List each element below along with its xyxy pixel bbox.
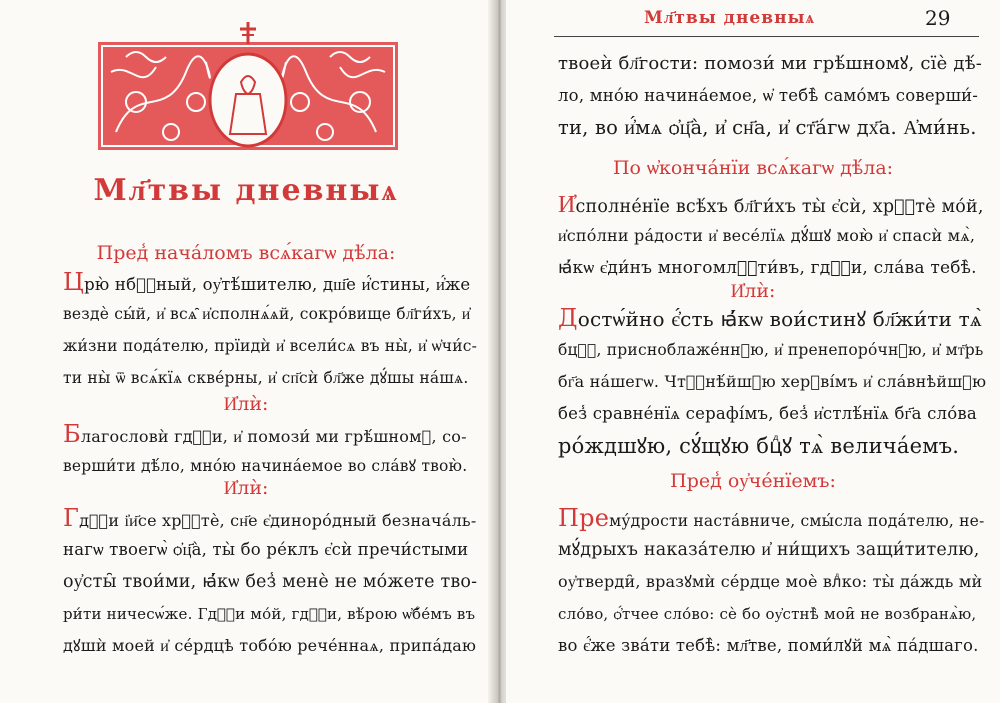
initial-letter: Д	[558, 304, 578, 332]
text-line: оу҆тверди̑, вразꙋмѝ се́рдце моѐ влⷣко: ты̀ да́ждь мѝ	[558, 572, 983, 591]
text-line-content: рю̀ нбⷭ҇ный, оу҆тѣ́шителю, дш҃е и҆́стины, и҆́же	[84, 275, 471, 294]
heading-before-work: Пред̾ нача́ломъ всѧ́кагѡ дѣ́ла:	[96, 242, 396, 264]
text-line	[63, 420, 467, 451]
initial-letter: И҆	[558, 190, 576, 218]
text-line: без̾ сравне́нїѧ серафі́мъ, без̾ и҆стлѣ́нїѧ бг҃а сло́ва	[558, 404, 977, 423]
text-line: сло́во, ѻ҆́тчее сло́во: сѐ бо оу҆стнѣ̀ мои̑ не возбранѧ̀ю,	[558, 605, 977, 623]
text-line: ро́ждшꙋю, сꙋ́щꙋю бцⷣꙋ тѧ̀ велича́емъ.	[558, 434, 960, 458]
text-line: бг҃а на́шегѡ. Чтⷭ҇нѣ́йшꙋю херꙋві́мъ и҆ сла́внѣйшꙋю	[558, 372, 987, 391]
text-line: оу҆сты̑ твои́ми, ꙗ҆́кѡ без̾ менѐ не мо́жете тво-	[63, 572, 478, 592]
text-line: во є҆́же зва́ти тебѣ̀: мл҃тве, поми́лꙋй мѧ̀ па́дшаго.	[558, 636, 979, 655]
page-number: 29	[925, 6, 951, 30]
text-line	[63, 504, 476, 535]
or-label: И҆лѝ:	[223, 477, 269, 499]
or-label: И҆лѝ:	[730, 280, 776, 302]
initial-letter: Б	[63, 420, 81, 448]
heading-after-work: По ѡ҆конча́нїи всѧ́кагѡ дѣ́ла:	[612, 157, 894, 179]
text-line	[63, 268, 470, 299]
header-rule	[554, 36, 979, 37]
right-page	[506, 0, 1000, 703]
text-line: твоеѝ бл҃гости: помози́ ми грѣ́шномꙋ, сїѐ дѣ́-	[558, 53, 983, 74]
page-title: Мл҃твы дневныѧ	[93, 173, 399, 208]
text-line: нагѡ твоегѡ̀ ѻ҆ц҃а̀, ты̀ бо ре́клъ є҆сѝ пречи́стыми	[63, 540, 469, 559]
text-line: ти ны̀ ѿ всѧ́кїѧ скве́рны, и҆ сп҃сѝ бл҃же дꙋ́шы на́шѧ.	[63, 369, 469, 387]
text-line-content: лагословѝ гдⷭ҇и, и҆ помози́ ми грѣ́шномꙋ, со-	[80, 427, 467, 446]
initial-letter: Ц	[63, 268, 85, 296]
text-line	[558, 504, 984, 535]
text-line-content: дⷭ҇и і҆и҃се хрⷭ҇тѐ, сн҃е є҆диноро́дный безнача́ль-	[79, 511, 477, 530]
text-line	[558, 304, 982, 333]
text-line: верши́ти дѣ́ло, мно́ю начина́емое во сла́вꙋ твою̀.	[63, 457, 468, 475]
text-line: ри́ти ничесѡ́же. Гдⷭ҇и мо́й, гдⷭ҇и, вѣ́рою ѡ҆б̾е́мъ въ	[63, 605, 476, 623]
text-line	[558, 190, 984, 221]
text-line: бцⷣꙋ, присноблаже́ннꙋю, и҆ пренепоро́чнꙋю, и҆ мт҃рь	[558, 341, 984, 359]
left-page	[0, 0, 492, 703]
ornamental-headpiece-icon	[96, 22, 400, 152]
text-line: вездѐ сы́й, и҆ всѧ̑ и҆сполнѧ́ѧй, сокро́вище бл҃ги́хъ, и҆	[63, 305, 471, 323]
text-line: дꙋшѝ моей и҆ се́рдцѣ тобо́ю рече́ннаѧ, припа́даю	[63, 636, 477, 655]
text-line: и҆спо́лни ра́дости и҆ весе́лїѧ дꙋ́шꙋ мою̀ и҆ спасѝ мѧ̀,	[558, 226, 976, 245]
text-line-content: сполне́нїе всѣ́хъ бл҃ги́хъ ты̀ є҆сѝ, хрⷭ҇тѐ мо́й,	[575, 197, 984, 217]
initial-letter: Пре	[558, 504, 610, 532]
text-line: мꙋ́дрыхъ наказа́телю и҆ ни́щихъ защи́тителю,	[558, 540, 980, 560]
text-line-content: остѡ́йно є҆́сть ꙗ҆́кѡ вои́стинꙋ бл҃жи́ти тѧ̀	[577, 307, 982, 331]
or-label: И҆лѝ:	[223, 393, 269, 415]
text-line: ло, мно́ю начина́емое, ѡ҆ тебѣ̀ само́мъ соверши́-	[558, 86, 979, 105]
running-head: Мл҃твы дневныѧ	[644, 8, 816, 28]
heading-before-study: Пред̾ оу҆че́нїемъ:	[670, 470, 836, 492]
text-line: жи́зни пода́телю, прїидѝ и҆ всели́сѧ въ ны̀, и҆ ѡ҆чи́с-	[63, 337, 478, 355]
initial-letter: Г	[63, 504, 80, 532]
text-line: ти, во и҆́мѧ ѻ҆ц҃а̀, и҆ сн҃а, и҆ ст҃а́гѡ дх҃а. А҆ми́нь.	[558, 116, 977, 139]
text-line-content: му́дрости наста́вниче, смы́сла пода́телю, не-	[609, 512, 985, 530]
text-line: ꙗ҆́кѡ є҆ди́нъ многомлⷭ҇ти́въ, гдⷭ҇и, сла́ва тебѣ̀.	[558, 258, 977, 278]
